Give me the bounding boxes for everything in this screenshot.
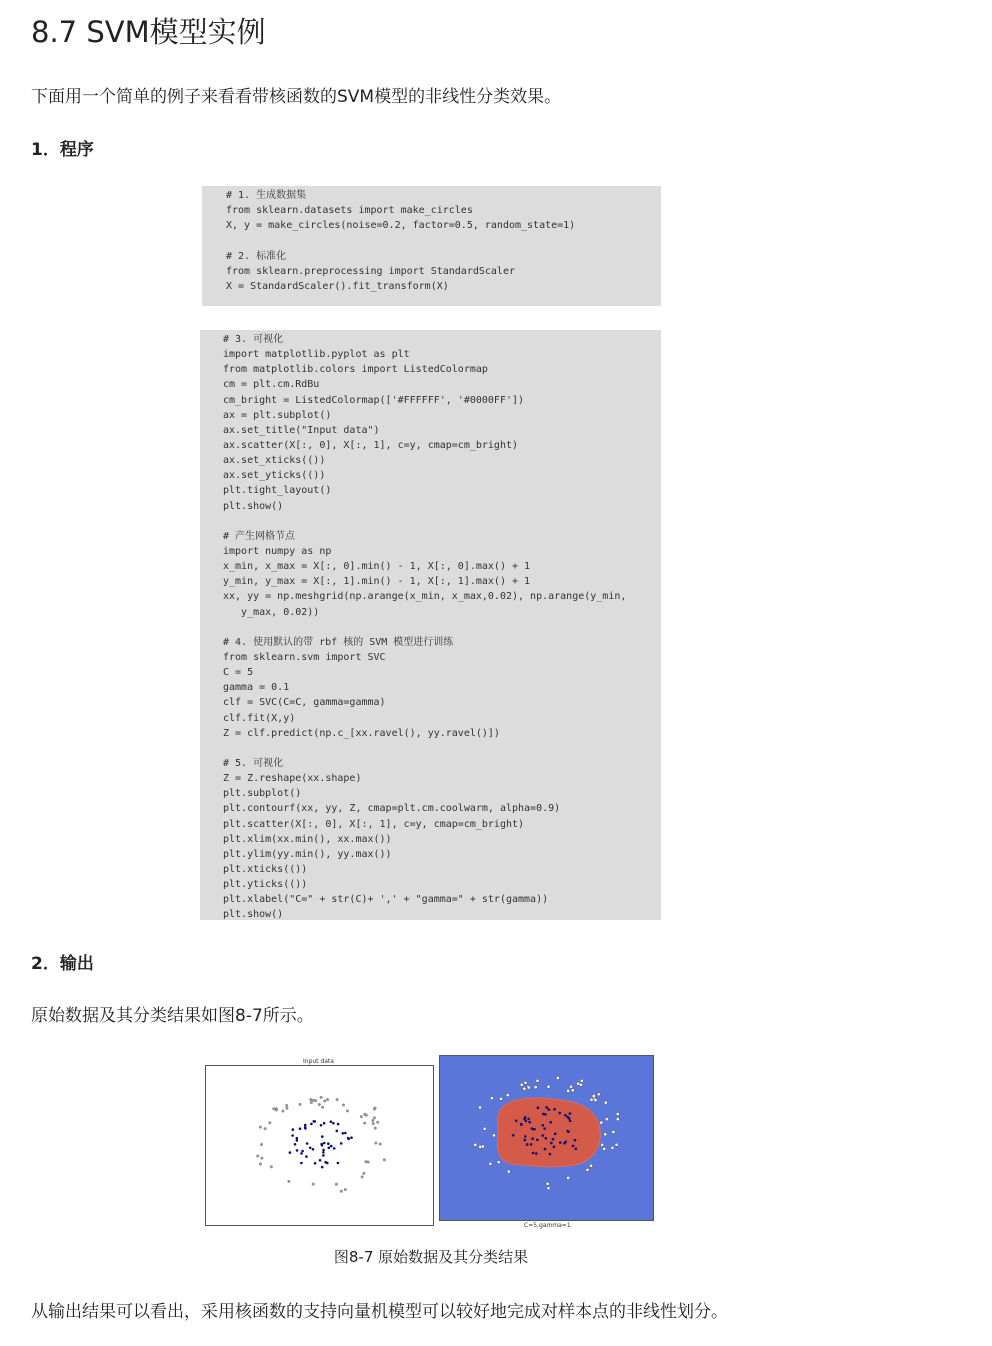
code-line: clf.fit(X,y) — [223, 712, 296, 724]
outer-point — [363, 1122, 366, 1125]
outer-point — [479, 1145, 482, 1148]
inner-point — [549, 1121, 552, 1124]
inner-point — [566, 1116, 569, 1119]
outer-point — [556, 1076, 559, 1079]
outer-point — [318, 1103, 321, 1106]
outer-point — [590, 1164, 593, 1167]
outer-point — [321, 1106, 324, 1109]
outer-point — [361, 1176, 364, 1179]
outer-point — [580, 1079, 583, 1082]
outer-point — [586, 1168, 589, 1171]
outer-point — [567, 1176, 570, 1179]
outer-point — [360, 1115, 363, 1118]
inner-point — [291, 1134, 294, 1137]
inner-point — [544, 1113, 547, 1116]
code-line: xx, yy = np.meshgrid(np.arange(x_min, x_max,0.02), np.arange(y_min, — [223, 591, 627, 603]
output-paragraph: 原始数据及其分类结果如图8-7所示。 — [31, 1006, 314, 1026]
outer-point — [299, 1103, 302, 1106]
page-title: 8.7 SVM模型实例 — [31, 15, 266, 49]
outer-point — [601, 1143, 604, 1146]
inner-point — [333, 1147, 336, 1150]
inner-point — [533, 1128, 536, 1131]
inner-point — [347, 1137, 350, 1140]
inner-point — [330, 1120, 333, 1123]
inner-point — [301, 1150, 304, 1153]
code-line: # 5. 可视化 — [223, 757, 284, 769]
inner-point — [535, 1152, 538, 1155]
inner-point — [524, 1139, 527, 1142]
inner-point — [327, 1142, 330, 1145]
outer-point — [256, 1155, 259, 1158]
inner-point — [350, 1136, 353, 1139]
outer-point — [259, 1126, 262, 1129]
outer-point — [372, 1119, 375, 1122]
inner-point — [299, 1127, 302, 1130]
code-line: plt.ylim(yy.min(), yy.max()) — [223, 848, 392, 860]
code-line: import numpy as np — [223, 545, 332, 557]
code-line: ax.set_xticks(()) — [223, 455, 326, 467]
code-line: plt.subplot() — [223, 788, 302, 800]
inner-point — [321, 1166, 324, 1169]
inner-point — [320, 1124, 323, 1127]
inner-point — [320, 1143, 323, 1146]
inner-point — [344, 1132, 347, 1135]
outer-point — [490, 1097, 493, 1100]
outer-point — [611, 1146, 614, 1149]
code-line: plt.yticks(()) — [223, 879, 308, 891]
outer-point — [363, 1172, 366, 1175]
intro-paragraph: 下面用一个简单的例子来看看带核函数的SVM模型的非线性分类效果。 — [31, 87, 562, 107]
code-line: X = StandardScaler().fit_transform(X) — [226, 280, 449, 292]
inner-point — [574, 1139, 577, 1142]
outer-point — [546, 1182, 549, 1185]
code-line: # 产生网格节点 — [223, 530, 296, 542]
outer-point — [376, 1121, 379, 1124]
code-line: clf = SVC(C=C, gamma=gamma) — [223, 697, 386, 709]
outer-point — [260, 1143, 263, 1146]
code-line: plt.scatter(X[:, 0], X[:, 1], c=y, cmap=cm_bright) — [223, 818, 525, 830]
outer-point — [507, 1170, 510, 1173]
outer-point — [269, 1122, 272, 1125]
code-line: plt.tight_layout() — [223, 485, 332, 497]
inner-point — [314, 1120, 317, 1123]
outer-point — [603, 1147, 606, 1150]
inner-point — [542, 1124, 545, 1127]
inner-point — [324, 1161, 327, 1164]
inner-point — [531, 1137, 534, 1140]
inner-point — [528, 1121, 531, 1124]
inner-point — [322, 1151, 325, 1154]
code-line: ax.scatter(X[:, 0], X[:, 1], c=y, cmap=cm_bright) — [223, 439, 519, 451]
outer-point — [534, 1086, 537, 1089]
outer-point — [605, 1118, 608, 1121]
outer-point — [577, 1082, 580, 1085]
outer-point — [527, 1086, 530, 1089]
outer-point — [600, 1121, 603, 1124]
section-heading-output: 2．输出 — [31, 954, 94, 974]
inner-point — [543, 1127, 546, 1130]
inner-point — [550, 1142, 553, 1145]
inner-point — [530, 1143, 533, 1146]
inner-point — [523, 1118, 526, 1121]
inner-point — [296, 1149, 299, 1152]
outer-point — [374, 1127, 377, 1130]
inner-point — [294, 1143, 297, 1146]
inner-point — [552, 1138, 555, 1141]
outer-point — [590, 1098, 593, 1101]
code-line — [226, 233, 661, 248]
outer-point — [344, 1188, 347, 1191]
outer-point — [506, 1094, 509, 1097]
code-line: from sklearn.preprocessing import StandardScaler — [226, 265, 515, 277]
inner-point — [569, 1112, 572, 1115]
inner-point — [304, 1126, 307, 1129]
code-line: # 2. 标准化 — [226, 250, 287, 262]
outer-point — [375, 1142, 378, 1145]
inner-point — [545, 1137, 548, 1140]
code-line: plt.xlim(xx.min(), xx.max()) — [223, 833, 392, 845]
code-line: from sklearn.datasets import make_circles — [226, 205, 473, 217]
outer-point — [592, 1095, 595, 1098]
code-line: x_min, x_max = X[:, 0].min() - 1, X[:, 0].max() + 1 — [223, 561, 531, 573]
outer-point — [342, 1104, 345, 1107]
outer-point — [524, 1081, 527, 1084]
code-line: plt.show() — [223, 909, 284, 920]
code-line: ax.set_yticks(()) — [223, 470, 326, 482]
outer-point — [379, 1143, 382, 1146]
outer-point — [497, 1161, 500, 1164]
outer-point — [320, 1096, 323, 1099]
code-block-1 — [202, 186, 661, 306]
code-line: # 1. 生成数据集 — [226, 190, 307, 201]
outer-point — [326, 1098, 329, 1101]
outer-point — [335, 1183, 338, 1186]
outer-point — [569, 1085, 572, 1088]
inner-point — [545, 1106, 548, 1109]
code-line: # 4. 使用默认的带 rbf 核的 SVM 模型进行训练 — [223, 636, 454, 648]
outer-point — [373, 1117, 376, 1120]
inner-point — [559, 1141, 562, 1144]
input-data-plot — [205, 1065, 434, 1226]
inner-point — [309, 1147, 312, 1150]
outer-point — [616, 1112, 619, 1115]
outer-point — [264, 1127, 267, 1130]
outer-point — [492, 1134, 495, 1137]
inner-point — [520, 1123, 523, 1126]
inner-point — [549, 1153, 552, 1156]
code-line: X, y = make_circles(noise=0.2, factor=0.5, random_state=1) — [226, 220, 576, 232]
outer-point — [367, 1161, 370, 1164]
code-line: plt.xticks(()) — [223, 863, 308, 875]
inner-point — [292, 1128, 295, 1131]
outer-point — [312, 1099, 315, 1102]
outer-point — [312, 1183, 315, 1186]
code-line: plt.xlabel("C=" + str(C)+ ',' + "gamma=" + str(gamma)) — [223, 894, 549, 906]
figure-caption: 图8-7 原始数据及其分类结果 — [333, 1248, 529, 1266]
code-line: ax = plt.subplot() — [223, 409, 332, 421]
code-line: plt.contourf(xx, yy, Z, cmap=plt.cm.coolwarm, alpha=0.9) — [223, 803, 561, 815]
outer-point — [615, 1143, 618, 1146]
outer-point — [536, 1079, 539, 1082]
outer-point — [275, 1107, 278, 1110]
inner-point — [531, 1127, 534, 1130]
code-line: # 3. 可视化 — [223, 334, 284, 345]
inner-point — [553, 1146, 556, 1149]
inner-point — [332, 1122, 335, 1125]
code-line: ax.set_title("Input data") — [223, 424, 380, 436]
outer-point — [523, 1087, 526, 1090]
outer-point — [261, 1157, 264, 1160]
inner-point — [310, 1123, 313, 1126]
inner-point — [572, 1145, 575, 1148]
code-line: from sklearn.svm import SVC — [223, 651, 386, 663]
outer-point — [340, 1190, 343, 1193]
inner-point — [537, 1107, 540, 1110]
inner-point — [330, 1145, 333, 1148]
outer-point — [489, 1162, 492, 1165]
outer-point — [616, 1118, 619, 1121]
inner-point — [569, 1120, 572, 1123]
outer-point — [346, 1110, 349, 1113]
inner-point — [553, 1108, 556, 1111]
inner-point — [558, 1112, 561, 1115]
input-data-title: Input data — [303, 1058, 334, 1065]
outer-point — [365, 1114, 368, 1117]
outer-point — [597, 1093, 600, 1096]
outer-point — [571, 1089, 574, 1092]
outer-point — [612, 1130, 615, 1133]
classification-result-plot — [439, 1055, 654, 1221]
outer-point — [273, 1108, 276, 1111]
inner-point — [306, 1142, 309, 1145]
code-line: C = 5 — [223, 667, 254, 679]
inner-point — [337, 1162, 340, 1165]
inner-point — [314, 1162, 317, 1165]
outer-point — [483, 1127, 486, 1130]
inner-point — [542, 1134, 545, 1137]
code-line: from matplotlib.colors import ListedColormap — [223, 364, 488, 376]
inner-point — [512, 1134, 515, 1137]
outer-point — [288, 1180, 291, 1183]
inner-point — [328, 1147, 331, 1150]
inner-point — [515, 1120, 518, 1123]
inner-point — [567, 1130, 570, 1133]
inner-point — [564, 1114, 567, 1117]
inner-point — [323, 1122, 326, 1125]
outer-point — [567, 1089, 570, 1092]
outer-point — [336, 1098, 339, 1101]
outer-point — [374, 1107, 377, 1110]
inner-point — [526, 1143, 529, 1146]
code-line: y_min, y_max = X[:, 1].min() - 1, X[:, 1].max() + 1 — [223, 576, 531, 588]
inner-point — [319, 1159, 322, 1162]
outer-point — [259, 1163, 262, 1166]
code-line — [223, 514, 661, 529]
outer-point — [323, 1100, 326, 1103]
outer-point — [499, 1097, 502, 1100]
outer-point — [372, 1122, 375, 1125]
classification-scatter — [440, 1056, 653, 1220]
inner-point — [575, 1148, 578, 1151]
inner-point — [289, 1151, 292, 1154]
inner-point — [300, 1152, 303, 1155]
code-line: import matplotlib.pyplot as plt — [223, 349, 410, 361]
inner-point — [336, 1130, 339, 1133]
inner-point — [304, 1124, 307, 1127]
outer-point — [282, 1110, 285, 1113]
code-line: y_max, 0.02)) — [223, 606, 320, 618]
conclusion-paragraph: 从输出结果可以看出，采用核函数的支持向量机模型可以较好地完成对样本点的非线性划分。 — [31, 1302, 728, 1322]
outer-point — [285, 1104, 288, 1107]
outer-point — [383, 1159, 386, 1162]
outer-point — [286, 1107, 289, 1110]
input-data-scatter — [206, 1066, 433, 1225]
code-block-2 — [200, 330, 661, 920]
outer-point — [604, 1101, 607, 1104]
inner-point — [548, 1108, 551, 1111]
code-line: cm_bright = ListedColormap(['#FFFFFF', '#0000FF']) — [223, 394, 525, 406]
code-line: gamma = 0.1 — [223, 682, 290, 694]
outer-point — [547, 1187, 550, 1190]
inner-point — [565, 1141, 568, 1144]
code-line: plt.show() — [223, 500, 284, 512]
outer-point — [547, 1085, 550, 1088]
outer-point — [314, 1099, 317, 1102]
inner-point — [300, 1162, 303, 1165]
inner-point — [544, 1148, 547, 1151]
inner-point — [322, 1154, 325, 1157]
outer-point — [604, 1133, 607, 1136]
code-line: cm = plt.cm.RdBu — [223, 379, 320, 391]
inner-point — [305, 1155, 308, 1158]
inner-point — [296, 1139, 299, 1142]
outer-point — [478, 1106, 481, 1109]
outer-point — [520, 1083, 523, 1086]
inner-point — [340, 1142, 343, 1145]
inner-point — [554, 1133, 557, 1136]
inner-point — [312, 1148, 315, 1151]
inner-point — [536, 1139, 539, 1142]
inner-point — [524, 1135, 527, 1138]
code-line: Z = Z.reshape(xx.shape) — [223, 773, 362, 785]
code-line: Z = clf.predict(np.c_[xx.ravel(), yy.ravel()]) — [223, 727, 500, 739]
outer-point — [270, 1166, 273, 1169]
inner-point — [342, 1132, 345, 1135]
classification-xlabel: C=5,gamma=1 — [524, 1222, 571, 1229]
outer-point — [310, 1101, 313, 1104]
inner-point — [532, 1152, 535, 1155]
section-heading-program: 1．程序 — [31, 140, 94, 160]
inner-point — [323, 1142, 326, 1145]
outer-point — [474, 1143, 477, 1146]
code-line — [223, 620, 661, 635]
inner-point — [527, 1118, 530, 1121]
code-line — [223, 741, 661, 756]
inner-point — [337, 1123, 340, 1126]
inner-point — [322, 1149, 325, 1152]
outer-point — [594, 1099, 597, 1102]
inner-point — [321, 1135, 324, 1138]
